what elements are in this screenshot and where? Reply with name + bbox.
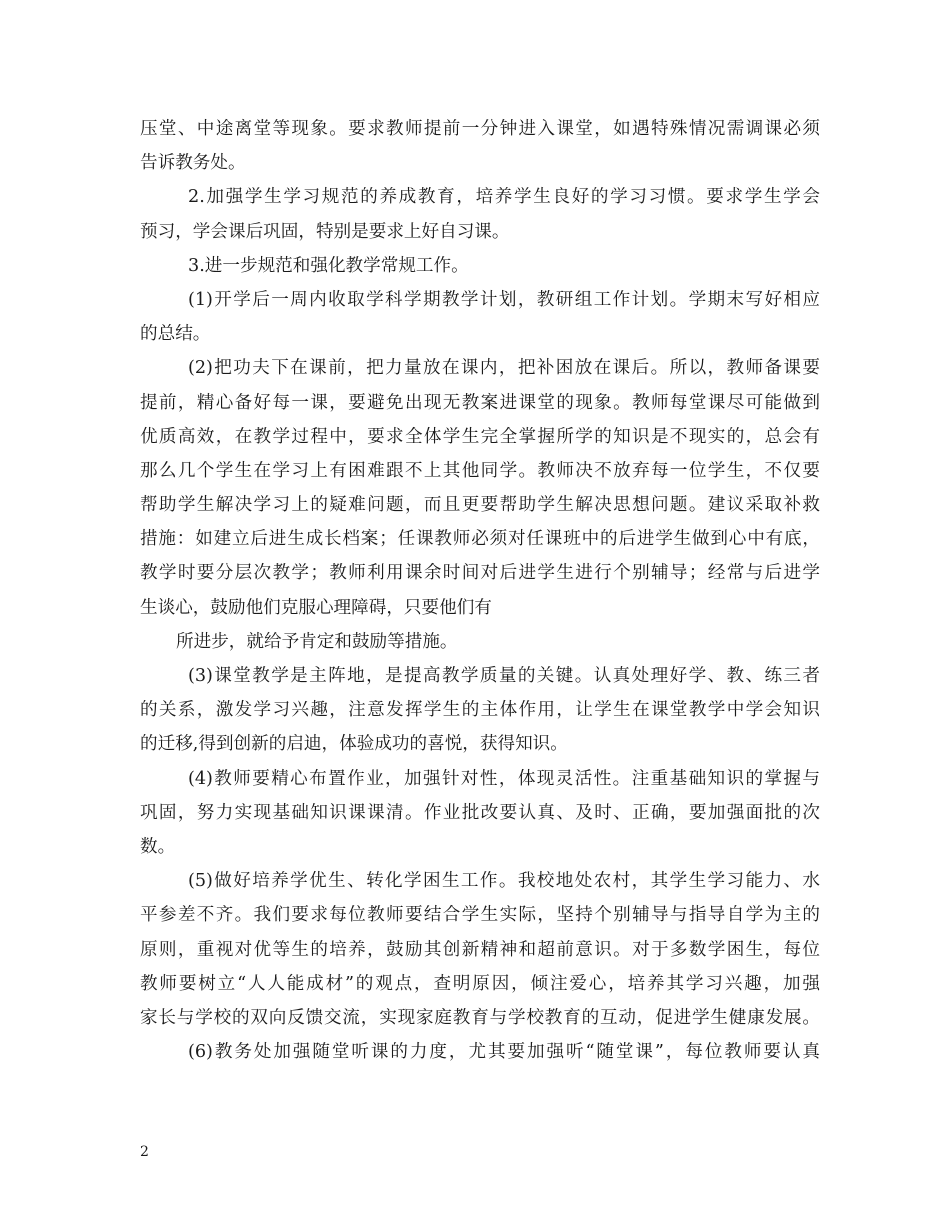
text-line: (2)把功夫下在课前，把力量放在课内，把补困放在课后。所以，教师备课要	[188, 358, 820, 379]
text-line: 家长与学校的双向反馈交流，实现家庭教育与学校教育的互动，促进学生健康发展。	[140, 1007, 820, 1028]
text-line: 的关系，激发学习兴趣，注意发挥学生的主体作用，让学生在课堂教学中学会知识	[140, 700, 820, 721]
text-line: (6)教务处加强随堂听课的力度，尤其要加强听“随堂课”，每位教师要认真	[188, 1042, 820, 1063]
text-line: 措施：如建立后进生成长档案；任课教师必须对任课班中的后进学生做到心中有底，	[140, 529, 820, 550]
text-line: (4)教师要精心布置作业，加强针对性，体现灵活性。注重基础知识的掌握与	[188, 768, 820, 789]
text-line: 那么几个学生在学习上有困难跟不上其他同学。教师决不放弃每一位学生，不仅要	[140, 460, 820, 481]
text-line: 巩固，努力实现基础知识课课清。作业批改要认真、及时、正确，要加强面批的次	[140, 802, 820, 823]
text-line: 的迁移,得到创新的启迪，体验成功的喜悦，获得知识。	[140, 734, 568, 755]
text-line: 优质高效，在教学过程中，要求全体学生完全掌握所学的知识是不现实的，总会有	[140, 426, 820, 447]
text-line: 帮助学生解决学习上的疑难问题，而且更要帮助学生解决思想问题。建议采取补救	[140, 495, 820, 516]
text-line: 所进步，就给予肯定和鼓励等措施。	[176, 631, 458, 652]
text-line: 预习，学会课后巩固，特别是要求上好自习课。	[140, 221, 510, 242]
text-line: 生谈心，鼓励他们克服心理障碍，只要他们有	[140, 597, 492, 618]
text-line: 教师要树立“人人能成材”的观点，查明原因，倾注爱心，培养其学习兴趣，加强	[140, 973, 820, 994]
text-line: 原则，重视对优等生的培养，鼓励其创新精神和超前意识。对于多数学困生，每位	[140, 939, 820, 960]
text-line: 平参差不齐。我们要求每位教师要结合学生实际，坚持个别辅导与指导自学为主的	[140, 905, 820, 926]
text-line: 的总结。	[140, 324, 211, 345]
text-line: 3.进一步规范和强化教学常规工作。	[188, 255, 469, 276]
text-line: 提前，精心备好每一课，要避免出现无教案进课堂的现象。教师每堂课尽可能做到	[140, 392, 820, 413]
text-line: 教学时要分层次教学；教师利用课余时间对后进学生进行个别辅导；经常与后进学	[140, 563, 820, 584]
text-line: (3)课堂教学是主阵地，是提高教学质量的关键。认真处理好学、教、练三者	[188, 666, 820, 686]
text-line: 压堂、中途离堂等现象。要求教师提前一分钟进入课堂，如遇特殊情况需调课必须	[140, 119, 820, 139]
text-line: 告诉教务处。	[140, 153, 246, 174]
text-line: (1)开学后一周内收取学科学期教学计划，教研组工作计划。学期末写好相应	[188, 289, 820, 310]
text-line: (5)做好培养学优生、转化学困生工作。我校地处农村，其学生学习能力、水	[188, 871, 820, 892]
page-number: 2	[140, 1144, 149, 1160]
text-line: 2.加强学生学习规范的养成教育，培养学生良好的学习习惯。要求学生学会	[188, 187, 820, 208]
text-line: 数。	[140, 836, 176, 857]
document-body	[140, 112, 820, 1069]
